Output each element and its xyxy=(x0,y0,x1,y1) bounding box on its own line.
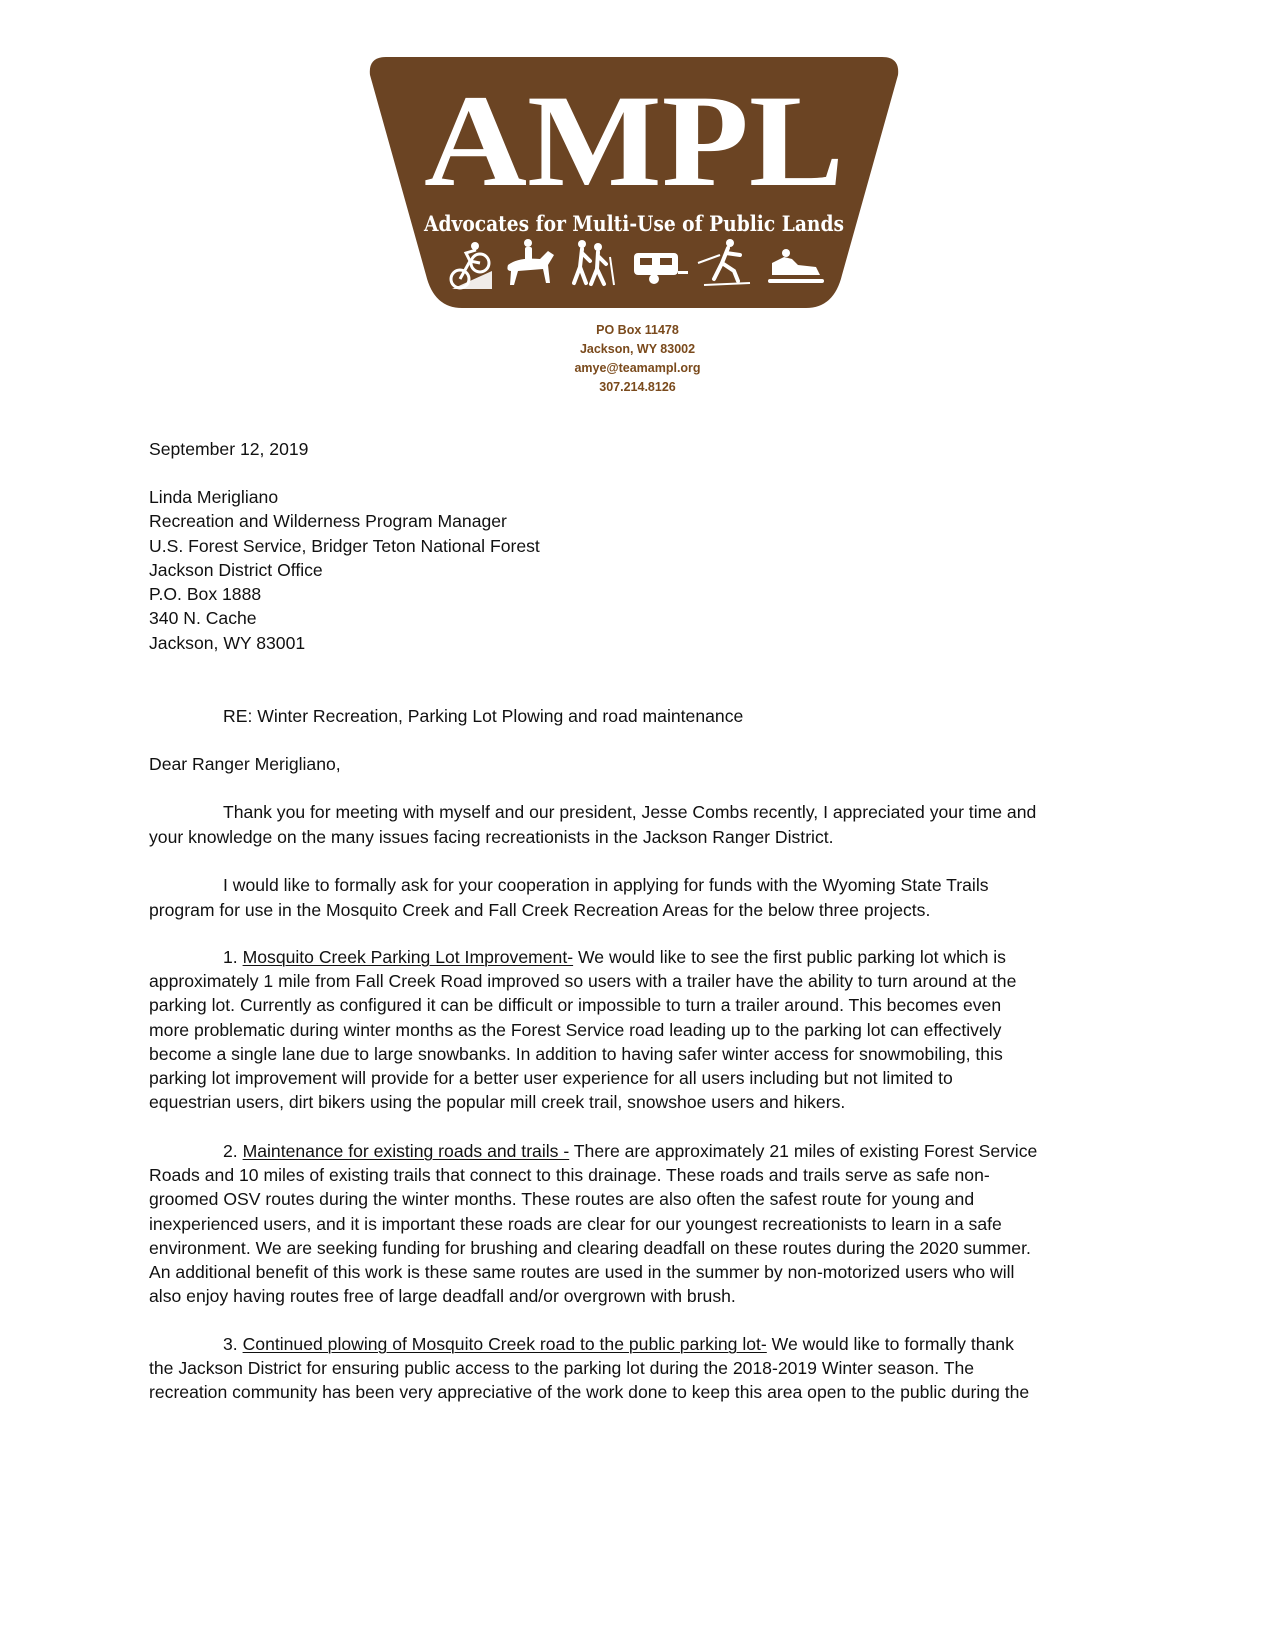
logo-subtitle: Advocates for Multi-Use of Public Lands xyxy=(423,211,844,236)
list-item-2 xyxy=(149,1139,1129,1308)
recipient-org: U.S. Forest Service, Bridger Teton National Forest xyxy=(149,535,540,556)
list-item-first-line xyxy=(149,1332,1129,1356)
list-item-1 xyxy=(149,945,1129,1114)
contact-po-box: PO Box 11478 xyxy=(596,323,679,337)
list-item-heading: Maintenance for existing roads and trails - xyxy=(242,1141,570,1161)
salutation-block xyxy=(149,752,1129,777)
recipient-title: Recreation and Wilderness Program Manager xyxy=(149,511,507,532)
paragraph-line: Thank you for meeting with myself and our president, Jesse Combs recently, I appreciated your time and xyxy=(223,802,1037,822)
paragraph-line: program for use in the Mosquito Creek and Fall Creek Recreation Areas for the below three projects. xyxy=(149,900,931,920)
list-item-heading: Continued plowing of Mosquito Creek road to the public parking lot- xyxy=(242,1334,767,1354)
contact-block xyxy=(480,321,795,397)
letter-date-block xyxy=(149,437,1129,462)
recipient-po-box: P.O. Box 1888 xyxy=(149,584,262,605)
paragraph-line: parking lot improvement will provide for a better user experience for all users including but not limited to xyxy=(149,1068,953,1089)
list-item-number: 3. xyxy=(223,1334,238,1354)
recipient-street: 340 N. Cache xyxy=(149,608,257,629)
list-item-text: We would like to formally thank xyxy=(766,1334,1014,1354)
paragraph-line: recreation community has been very appreciative of the work done to keep this area open to the public during the xyxy=(149,1382,1030,1403)
paragraph-line: I would like to formally ask for your cooperation in applying for funds with the Wyoming State Trails xyxy=(223,875,989,895)
list-item-number: 2. xyxy=(223,1141,238,1161)
paragraph-line: equestrian users, dirt bikers using the popular mill creek trail, snowshoe users and hikers. xyxy=(149,1092,846,1113)
list-item-text: We would like to see the first public parking lot which is xyxy=(573,947,1006,967)
paragraph-line: more problematic during winter months as the Forest Service road leading up to the parking lot can effectively xyxy=(149,1019,1002,1040)
paragraph-line: become a single lane due to large snowbanks. In addition to having safer winter access for snowmobiling, this xyxy=(149,1043,1003,1064)
letter-subject: RE: Winter Recreation, Parking Lot Plowing and road maintenance xyxy=(223,706,744,726)
paragraph-line: An additional benefit of this work is these same routes are used in the summer by non-motorized users who will xyxy=(149,1262,1015,1283)
list-item-first-line xyxy=(149,945,1129,969)
paragraph-line: also enjoy having routes free of large deadfall and/or overgrown with brush. xyxy=(149,1286,736,1307)
paragraph-line: environment. We are seeking funding for brushing and clearing deadfall on these routes during the 2020 summer. xyxy=(149,1237,1031,1258)
list-item-text: There are approximately 21 miles of existing Forest Service xyxy=(569,1141,1038,1161)
logo-title: AMPL xyxy=(424,67,844,214)
paragraph-line: Roads and 10 miles of existing trails that connect to this drainage. These roads and trails serve as safe non- xyxy=(149,1165,990,1186)
paragraph-line: the Jackson District for ensuring public access to the parking lot during the 2018-2019 Winter season. The xyxy=(149,1358,975,1379)
paragraph-line: your knowledge on the many issues facing recreationists in the Jackson Ranger District. xyxy=(149,827,834,847)
paragraph-line: groomed OSV routes during the winter months. These routes are also often the safest route for young and xyxy=(149,1189,975,1210)
contact-phone: 307.214.8126 xyxy=(599,380,676,394)
ampl-logo xyxy=(368,57,900,308)
list-item-first-line xyxy=(149,1139,1129,1163)
paragraph-line: approximately 1 mile from Fall Creek Road improved so users with a trailer have the ability to turn around at the xyxy=(149,971,1017,992)
paragraph-line: inexperienced users, and it is important these roads are clear for our youngest recreationists to learn in a safe xyxy=(149,1213,1002,1234)
recipient-address xyxy=(149,485,1129,655)
list-item-number: 1. xyxy=(223,947,238,967)
paragraph-1 xyxy=(149,800,1129,850)
paragraph-2 xyxy=(149,873,1129,923)
recipient-office: Jackson District Office xyxy=(149,559,323,580)
contact-city: Jackson, WY 83002 xyxy=(579,342,696,356)
subject-block xyxy=(149,704,1129,729)
list-item-3 xyxy=(149,1332,1129,1405)
letter-date: September 12, 2019 xyxy=(149,439,309,459)
list-item-heading: Mosquito Creek Parking Lot Improvement- xyxy=(242,947,574,967)
paragraph-line: parking lot. Currently as configured it can be difficult or impossible to turn a trailer around. This becomes even xyxy=(149,995,1002,1016)
recipient-name: Linda Merigliano xyxy=(149,487,279,507)
letter-salutation: Dear Ranger Merigliano, xyxy=(149,754,341,774)
contact-email[interactable]: amye@teamampl.org xyxy=(574,361,701,375)
recipient-city: Jackson, WY 83001 xyxy=(149,632,306,653)
